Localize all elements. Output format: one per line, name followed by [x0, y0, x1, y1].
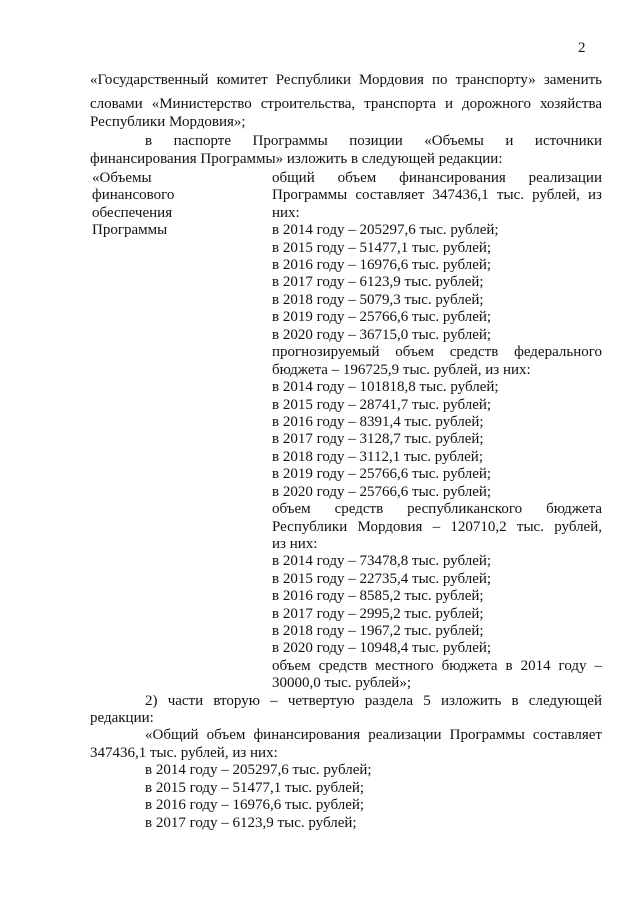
- table-right-line: в 2017 году – 6123,9 тыс. рублей;: [272, 274, 484, 290]
- table-left-line: обеспечения: [92, 205, 173, 221]
- table-right-line: в 2015 году – 22735,4 тыс. рублей;: [272, 571, 492, 587]
- body-line: финансирования Программы» изложить в следующей редакции:: [90, 151, 503, 167]
- table-right-line: бюджета – 196725,9 тыс. рублей, из них:: [272, 362, 531, 378]
- table-right-line: из них:: [272, 536, 318, 552]
- body-line: редакции:: [90, 710, 154, 726]
- table-right-line: в 2017 году – 2995,2 тыс. рублей;: [272, 606, 484, 622]
- body-line: в 2015 году – 51477,1 тыс. рублей;: [145, 780, 365, 796]
- table-left-line: Программы: [92, 222, 168, 238]
- table-right-line: в 2018 году – 3112,1 тыс. рублей;: [272, 449, 483, 465]
- table-right-line: 30000,0 тыс. рублей»;: [272, 675, 411, 691]
- table-right-line: объем средств республиканского бюджета: [272, 501, 602, 517]
- page-number: 2: [578, 40, 586, 56]
- table-right-line: в 2019 году – 25766,6 тыс. рублей;: [272, 466, 492, 482]
- table-right-line: в 2018 году – 1967,2 тыс. рублей;: [272, 623, 484, 639]
- body-line: в паспорте Программы позиции «Объемы и источники: [145, 133, 602, 149]
- table-right-line: в 2020 году – 36715,0 тыс. рублей;: [272, 327, 492, 343]
- table-right-line: в 2014 году – 101818,8 тыс. рублей;: [272, 379, 499, 395]
- table-right-line: в 2019 году – 25766,6 тыс. рублей;: [272, 309, 492, 325]
- table-right-line: прогнозируемый объем средств федерального: [272, 344, 602, 360]
- table-right-line: в 2016 году – 8585,2 тыс. рублей;: [272, 588, 484, 604]
- body-line: словами «Министерство строительства, транспорта и дорожного хозяйства: [90, 96, 602, 112]
- table-left-line: финансового: [92, 187, 175, 203]
- body-line: 2) части вторую – четвертую раздела 5 изложить в следующей: [145, 693, 602, 709]
- body-line: в 2016 году – 16976,6 тыс. рублей;: [145, 797, 365, 813]
- table-right-line: в 2014 году – 205297,6 тыс. рублей;: [272, 222, 499, 238]
- table-right-line: в 2015 году – 51477,1 тыс. рублей;: [272, 240, 492, 256]
- body-line: в 2014 году – 205297,6 тыс. рублей;: [145, 762, 372, 778]
- table-right-line: в 2017 году – 3128,7 тыс. рублей;: [272, 431, 484, 447]
- table-right-line: в 2015 году – 28741,7 тыс. рублей;: [272, 397, 492, 413]
- table-right-line: них:: [272, 205, 300, 221]
- table-right-line: в 2016 году – 16976,6 тыс. рублей;: [272, 257, 492, 273]
- table-right-line: в 2014 году – 73478,8 тыс. рублей;: [272, 553, 492, 569]
- table-right-line: Программы составляет 347436,1 тыс. рублей, из: [272, 187, 602, 203]
- table-right-line: в 2020 году – 10948,4 тыс. рублей;: [272, 640, 492, 656]
- table-right-line: в 2018 году – 5079,3 тыс. рублей;: [272, 292, 484, 308]
- table-left-line: «Объемы: [92, 170, 152, 186]
- body-line: «Государственный комитет Республики Мордовия по транспорту» заменить: [90, 72, 602, 88]
- body-line: Республики Мордовия»;: [90, 114, 246, 130]
- body-line: 347436,1 тыс. рублей, из них:: [90, 745, 278, 761]
- table-right-line: в 2016 году – 8391,4 тыс. рублей;: [272, 414, 484, 430]
- body-line: «Общий объем финансирования реализации Программы составляет: [145, 727, 602, 743]
- body-line: в 2017 году – 6123,9 тыс. рублей;: [145, 815, 357, 831]
- table-right-line: объем средств местного бюджета в 2014 году –: [272, 658, 602, 674]
- table-right-line: в 2020 году – 25766,6 тыс. рублей;: [272, 484, 492, 500]
- table-right-line: общий объем финансирования реализации: [272, 170, 602, 186]
- table-right-line: Республики Мордовия – 120710,2 тыс. рублей,: [272, 519, 602, 535]
